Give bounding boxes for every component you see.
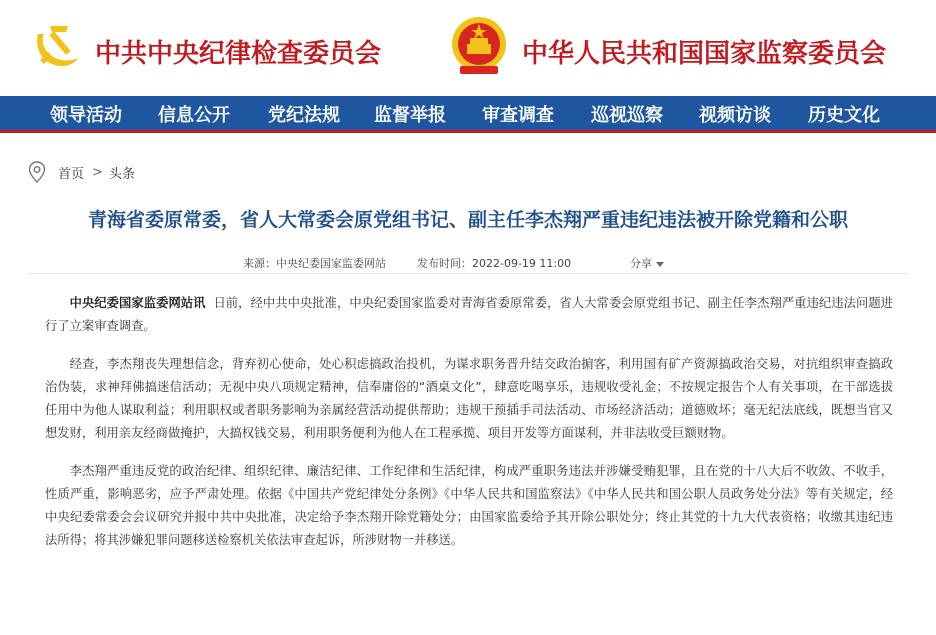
nav-item-history[interactable]: 历史文化 bbox=[808, 105, 880, 126]
nav-item-leadership[interactable]: 领导活动 bbox=[50, 105, 122, 126]
nsc-title[interactable]: 中华人民共和国国家监察委员会 bbox=[522, 39, 887, 69]
article-paragraph-text: 日前，经中共中央批准，中央纪委国家监委对青海省委原常委，省人大常委会原党组书记、副主任李杰翔严重违纪违法问题进行了立案审查调查。 bbox=[45, 296, 893, 333]
article-paragraph: 李杰翔严重违反党的政治纪律、组织纪律、廉洁纪律、工作纪律和生活纪律，构成严重职务违法并涉嫌受贿犯罪，且在党的十八大后不收敛、不收手，性质严重，影响恶劣，应予严肃处理。依据《中国共产党纪律处分条例》《中华人民共和国监察法》《中华人民共和国公职人员政务处分法》等有关规定，经中央纪委常委会会议研究并报中共中央批准，决定给予李杰翔开除党籍处分；由国家监委给予其开除公职处分；终止其党的十九大代表资格；收缴其违纪违法所得；将其涉嫌犯罪问题移送检察机关依法审查起诉，所涉财物一并移送。 bbox=[45, 464, 893, 547]
location-pin-icon bbox=[28, 161, 46, 183]
meta-divider bbox=[28, 273, 908, 274]
breadcrumb-current[interactable]: 头条 bbox=[108, 166, 135, 182]
share-button[interactable] bbox=[630, 255, 664, 271]
site-header bbox=[0, 0, 936, 96]
main-nav bbox=[0, 96, 936, 133]
nav-item-info-disclosure[interactable]: 信息公开 bbox=[158, 105, 230, 126]
article-meta bbox=[0, 253, 936, 271]
article-source: 来源：中央纪委国家监委网站 bbox=[243, 257, 386, 270]
ccdi-title[interactable]: 中共中央纪律检查委员会 bbox=[95, 39, 382, 69]
breadcrumb-home[interactable]: 首页 bbox=[58, 166, 85, 182]
article-body bbox=[45, 292, 893, 567]
breadcrumb-separator: > bbox=[92, 164, 103, 180]
article-paragraph bbox=[45, 292, 893, 338]
nav-item-report[interactable]: 监督举报 bbox=[374, 105, 446, 126]
nav-item-regulations[interactable]: 党纪法规 bbox=[268, 105, 340, 126]
nav-item-inspection[interactable]: 巡视巡察 bbox=[591, 105, 663, 126]
article-date: 发布时间：2022-09-19 11:00 bbox=[417, 257, 572, 270]
breadcrumb bbox=[28, 160, 135, 184]
article-title: 青海省委原常委，省人大常委会原党组书记、副主任李杰翔严重违纪违法被开除党籍和公职 bbox=[87, 209, 848, 231]
article-lead: 中央纪委国家监委网站讯 bbox=[69, 296, 206, 310]
nav-item-investigation[interactable]: 审查调查 bbox=[482, 105, 554, 126]
national-emblem-icon[interactable] bbox=[450, 14, 508, 78]
nav-item-video[interactable]: 视频访谈 bbox=[699, 105, 771, 126]
chevron-down-icon bbox=[656, 262, 664, 267]
article-paragraph: 经查，李杰翔丧失理想信念，背弃初心使命，处心积虑搞政治投机，为谋求职务晋升结交政治掮客，利用国有矿产资源搞政治交易，对抗组织审查搞政治伪装，求神拜佛搞迷信活动；无视中央八项规定精神，信奉庸俗的“酒桌文化”，肆意吃喝享乐，违规收受礼金；不按规定报告个人有关事项，在干部选拔任用中为他人谋取利益；利用职权或者职务影响为亲属经营活动提供帮助；违规干预插手司法活动、市场经济活动；道德败坏；毫无纪法底线，既想当官又想发财，利用亲友经商做掩护，大搞权钱交易，利用职务便利为他人在工程承揽、项目开发等方面谋利，并非法收受巨额财物。 bbox=[45, 357, 893, 440]
share-label: 分享 bbox=[630, 257, 652, 270]
party-emblem-icon[interactable] bbox=[30, 20, 82, 72]
